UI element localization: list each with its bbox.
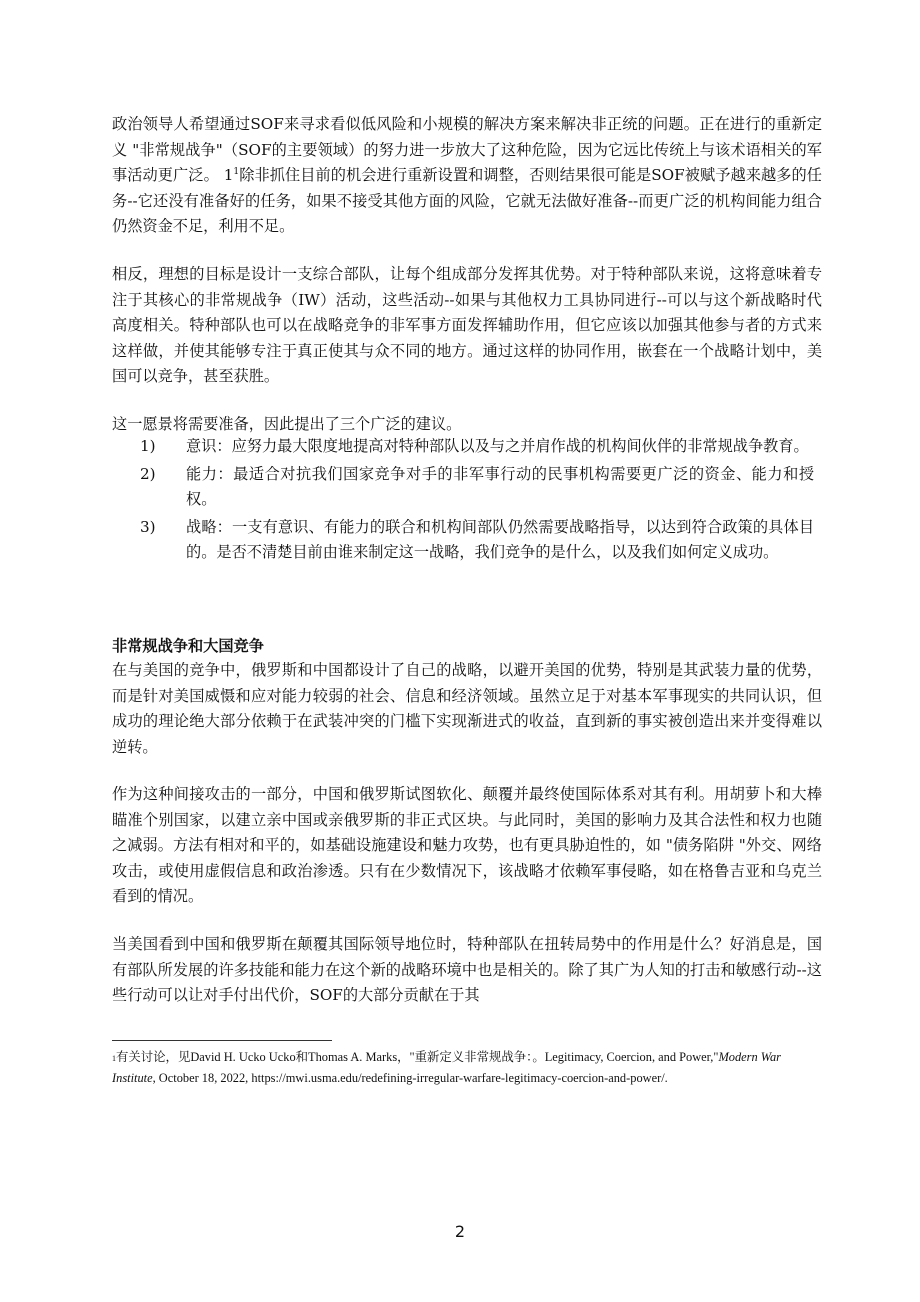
list-item-number: 2): [140, 464, 156, 483]
list-item-number: 1): [140, 437, 156, 455]
list-item: [112, 515, 822, 566]
section-heading: 非常规战争和大国竞争: [112, 637, 264, 655]
paragraph-text: 政治领导人希望通过SOF来寻求看似低风险和小规模的解决方案来解决非正统的问题。正在进行的重新定义 "非常规战争"（SOF的主要领域）的努力进一步放大了这种危险，因为它远比传统上与该术语相关的军事活动更广泛。: [112, 115, 822, 184]
footnote-citation[interactable]: , October 18, 2022, https://mwi.usma.edu/redefining-irregular-warfare-legitimacy-coercion-and-power/.: [152, 1070, 668, 1085]
paragraph-sof-role: 当美国看到中国和俄罗斯在颠覆其国际领导地位时，特种部队在扭转局势中的作用是什么？好消息是，国有部队所发展的许多技能和能力在这个新的战略环境中也是相关的。除了其广为人知的打击和敏感行动--这些行动可以让对手付出代价，SOF的大部分贡献在于其: [112, 935, 822, 1004]
paragraph-sof-risk: [112, 112, 822, 240]
page-number: 2: [454, 1222, 466, 1241]
list-item-text: 能力：最适合对抗我们国家竞争对手的非军事行动的民事机构需要更广泛的资金、能力和授权。: [186, 464, 814, 508]
list-item: [112, 434, 822, 460]
list-item-text: 战略：一支有意识、有能力的联合和机构间部队仍然需要战略指导，以达到符合政策的具体目的。是否不清楚目前由谁来制定这一战略，我们竞争的是什么，以及我们如何定义成功。: [186, 517, 814, 561]
footnote-separator: [112, 1040, 332, 1041]
footnote-mark: 1: [112, 1054, 116, 1063]
paragraph-text-tail: 除非抓住目前的机会进行重新设置和调整，否则结果很可能是SOF被赋予越来越多的任务--它还没有准备好的任务，如果不接受其他方面的风险，它就无法做好准备--而更广泛的机构间能力组合仍然资金不足，利用不足。: [112, 166, 822, 235]
recommendations-list: [112, 434, 822, 568]
list-item-text: 意识：应努力最大限度地提高对特种部队以及与之并肩作战的机构间伙伴的非常规战争教育。: [186, 437, 809, 455]
paragraph-integrated-force: 相反，理想的目标是设计一支综合部队，让每个组成部分发挥其优势。对于特种部队来说，这将意味着专注于其核心的非常规战争（IW）活动，这些活动--如果与其他权力工具协同进行--可以与这个新战略时代高度相关。特种部队也可以在战略竞争的非军事方面发挥辅助作用，但它应该以加强其他参与者的方式来这样做，并使其能够专注于真正使其与众不同的地方。通过这样的协同作用，嵌套在一个战略计划中，美国可以竞争，甚至获胜。: [112, 265, 822, 385]
footnote-ref[interactable]: 1: [233, 166, 240, 177]
footnote-text: 有关讨论，见David H. Ucko Ucko和Thomas A. Marks，"重新定义非常规战争：。Legitimacy, Coercion, and Power,": [116, 1050, 719, 1064]
footnote-journal: Modern War Institute: [112, 1050, 781, 1085]
paragraph-competition-strategy: 在与美国的竞争中，俄罗斯和中国都设计了自己的战略，以避开美国的优势，特别是其武装力量的优势，而是针对美国威慑和应对能力较弱的社会、信息和经济领域。虽然立足于对基本军事现实的共同认识，但成功的理论绝大部分依赖于在武装冲突的门槛下实现渐进式的收益，直到新的事实被创造出来并变得难以逆转。: [112, 661, 822, 756]
footnote-ref-number: 1: [223, 166, 234, 184]
list-item: [112, 462, 822, 513]
paragraph-recommendations-intro: 这一愿景将需要准备，因此提出了三个广泛的建议。: [112, 415, 462, 433]
footnote: [112, 1048, 822, 1087]
paragraph-indirect-attack: 作为这种间接攻击的一部分，中国和俄罗斯试图软化、颠覆并最终使国际体系对其有利。用胡萝卜和大棒瞄准个别国家，以建立亲中国或亲俄罗斯的非正式区块。与此同时，美国的影响力及其合法性和权力也随之减弱。方法有相对和平的，如基础设施建设和魅力攻势，也有更具胁迫性的，如 "债务陷阱 "外交、网络攻击，或使用虚假信息和政治渗透。只有在少数情况下，该战略才依赖军事侵略，如在格鲁吉亚和乌克兰看到的情况。: [112, 785, 822, 905]
list-item-number: 3): [140, 517, 156, 536]
